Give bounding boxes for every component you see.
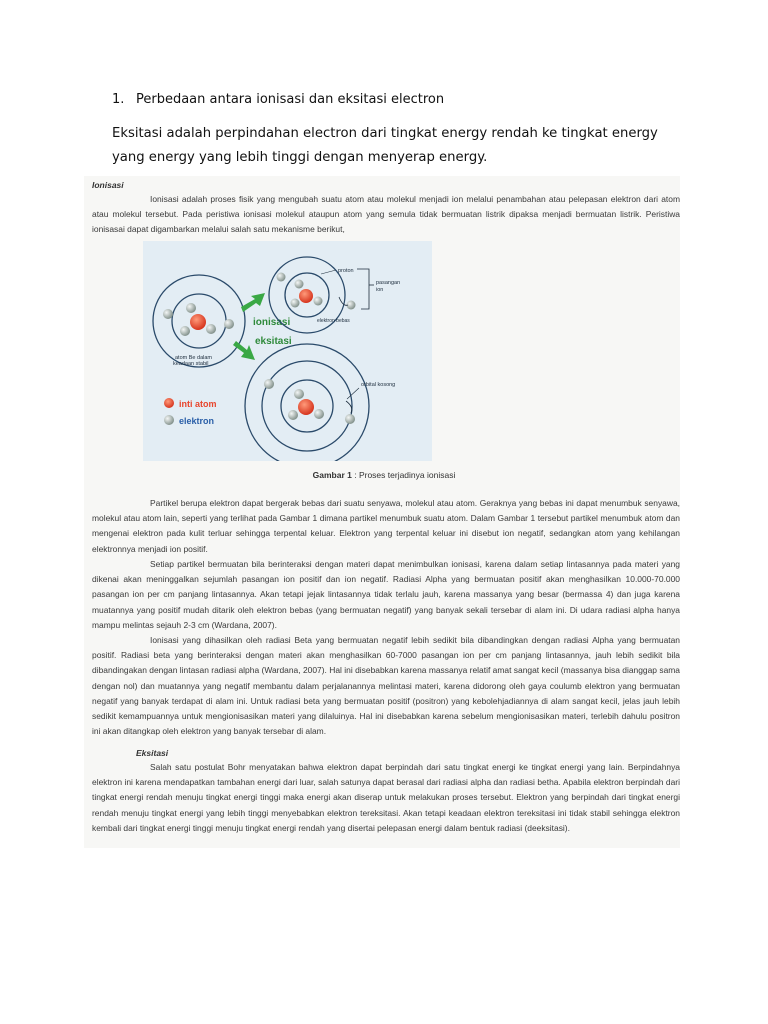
- figure-caption: [0, 470, 768, 480]
- caption-text: : Proses terjadinya ionisasi: [351, 470, 456, 480]
- electron: [180, 326, 190, 336]
- heading-title: Perbedaan antara ionisasi dan eksitasi electron: [136, 92, 445, 107]
- nucleus: [299, 289, 313, 303]
- eksitasi-paragraph-text: Salah satu postulat Bohr menyatakan bahwa elektron dapat berpindah dari satu tingkat energi ke tingkat energi yang lain. Berpindahnya elektron ini karena mendapatkan tambahan energi dari luar, salah satunya dapat berasal dari radiasi alpha dan radiasi betha. Apabila elektron berpindah dari tingkat energi rendah menuju tingkat energi tinggi maka energi akan diserap untuk melakukan proses tersebut. Elektron yang berpindah dari tingkat energi rendah menuju tingkat energi yang lebih tinggi menyebabkan elektron tereksitasi. Akan tetapi keadaan elektron tereksitasi ini tidak stabil sehingga elektron kembali dari tingkat energi tinggi menuju tingkat energi rendah yang disertai pelepasan energi dalam bentuk radiasi (deeksitasi).: [92, 762, 680, 833]
- legend-elektron: elektron: [179, 416, 215, 426]
- electron: [294, 389, 304, 399]
- electron: [314, 409, 324, 419]
- ionisasi-paragraph-text: Ionisasi adalah proses fisik yang mengubah suatu atom atau molekul menjadi ion melalui penambahan atau pelepasan elektron dari atom atau molekul tersebut. Pada peristiwa ionisasi molekul ataupun atom yang semula tidak bermuatan listrik dipaksa menjadi bermuatan listrik. Peristiwa ionisasai dapat digambarkan melalui salah satu mekanisme berikut,: [92, 194, 680, 235]
- nucleus: [190, 314, 206, 330]
- pasangan-ion-label-1: pasangan: [376, 280, 401, 286]
- eksitasi-subtitle: Eksitasi: [136, 748, 169, 758]
- paragraph-beta: [92, 633, 680, 739]
- paragraph-partikel: [92, 496, 680, 557]
- electron: [288, 410, 298, 420]
- electron: [264, 379, 274, 389]
- excited-atom: [245, 344, 369, 461]
- electron: [186, 303, 196, 313]
- electron: [206, 324, 216, 334]
- eksitasi-label: eksitasi: [255, 336, 292, 347]
- elektron-bebas-label: elektron bebas: [317, 318, 350, 324]
- heading-number: 1.: [112, 92, 125, 107]
- orbital-kosong-label: orbital kosong: [361, 382, 396, 388]
- legend-electron-swatch: [164, 415, 174, 425]
- nucleus: [298, 399, 314, 415]
- ionisasi-paragraph: [92, 192, 680, 238]
- ionization-diagram-svg: [143, 241, 432, 461]
- eksitasi-arrow: [233, 341, 255, 360]
- electron: [295, 280, 304, 289]
- ionisasi-label: ionisasi: [253, 317, 291, 328]
- paragraph-beta-text: Ionisasi yang dihasilkan oleh radiasi Beta yang bermuatan negatif lebih sedikit bila dibandingkan dengan radiasi Alpha yang bermuatan positif. Radiasi beta yang berinteraksi dengan materi akan menghasilkan 60-7000 pasangan ion per cm panjang lintasannya, jauh lebih sedikit bila dibandingakan dengan lintasan radiasi alpha (Wardana, 2007). Hal ini disebabkan karena massanya relatif amat sangat kecil (massanya bisa dianggap sama dengan nol) dan muatannya yang negatif membantu dalam perjalanannya melintasi materi, karena didorong oleh gaya coulumb elektron yang bermuatan negatif yang banyak terdapat di alam ini. Untuk radiasi beta yang bermuatan positif (positron) yang kebolehjadiannya di alam sangat kecil, jelas jauh lebih sedikit kemampuannya untuk mengionisasikan materi yang dilaluinya. Hal ini disebabkan karena sebelum mengionisasikan materi, terlebih dahulu positron ini akan ditangkap oleh elektron yang banyak tersebar di alam.: [92, 635, 680, 737]
- atom-be-label-1: atom Be dalam: [175, 355, 212, 361]
- legend-inti-atom: inti atom: [179, 399, 217, 409]
- pasangan-ion-label-2: ion: [376, 287, 384, 293]
- proton-pointer: [321, 270, 336, 274]
- section-heading: [112, 92, 444, 107]
- electron: [224, 319, 234, 329]
- ionization-diagram: [143, 241, 432, 461]
- intro-definition: Eksitasi adalah perpindahan electron dari tingkat energy rendah ke tingkat energy yang energy yang lebih tinggi dengan menyerap energy.: [112, 126, 658, 165]
- excited-electron: [345, 414, 355, 424]
- eksitasi-paragraph: [92, 760, 680, 836]
- electron: [314, 297, 323, 306]
- electron: [163, 309, 173, 319]
- caption-label: Gambar 1: [312, 470, 352, 480]
- electron: [277, 273, 286, 282]
- paragraph-partikel-text: Partikel berupa elektron dapat bergerak bebas dari suatu senyawa, molekul atau atom. Geraknya yang bebas ini dapat menumbuk senyawa, molekul atau atom lain, seperti yang terlihat pada Gambar 1 dimana partikel menumbuk suatu atom. Dalam Gambar 1 tersebut partikel menumbuk atom dan mengenai elektron pada kulit terluar sehingga terpental keluar. Elektron yang terpental keluar ini disebut ion negatif, sedangkan atom yang kehilangan elektronnya menjadi ion positif.: [92, 498, 680, 554]
- atom-be-label-2: keadaan stabil: [173, 361, 209, 367]
- ionisasi-subtitle: Ionisasi: [92, 180, 124, 190]
- proton-label: proton: [338, 268, 354, 274]
- pasangan-ion-bracket: [357, 269, 369, 309]
- ionisasi-arrow: [241, 293, 265, 312]
- legend-nucleus-swatch: [164, 398, 174, 408]
- paragraph-alpha: [92, 557, 680, 633]
- paragraph-alpha-text: Setiap partikel bermuatan bila berinteraksi dengan materi dapat menimbulkan ionisasi, karena dalam setiap lintasannya pada materi yang dikenai akan meninggalkan sejumlah pasangan ion positif dan ion negatif. Radiasi Alpha yang bermuatan positif akan menghasilkan 10.000-70.000 pasangan ion per cm panjang lintasannya. Akan tetapi jejak lintasannya tidak terlalu jauh, karena massanya yang besar (bermassa 4) dan juga karena muatannya yang positif mudah ditarik oleh elektron bebas (yang bermuatan negatif) yang banyak sekali tersebar di alam ini. Di udara radiasi alpha hanya mampu melintas sejauh 2-3 cm (Wardana, 2007).: [92, 559, 680, 630]
- electron: [291, 299, 300, 308]
- excitation-arrow: [346, 401, 352, 413]
- stable-atom: [153, 275, 245, 367]
